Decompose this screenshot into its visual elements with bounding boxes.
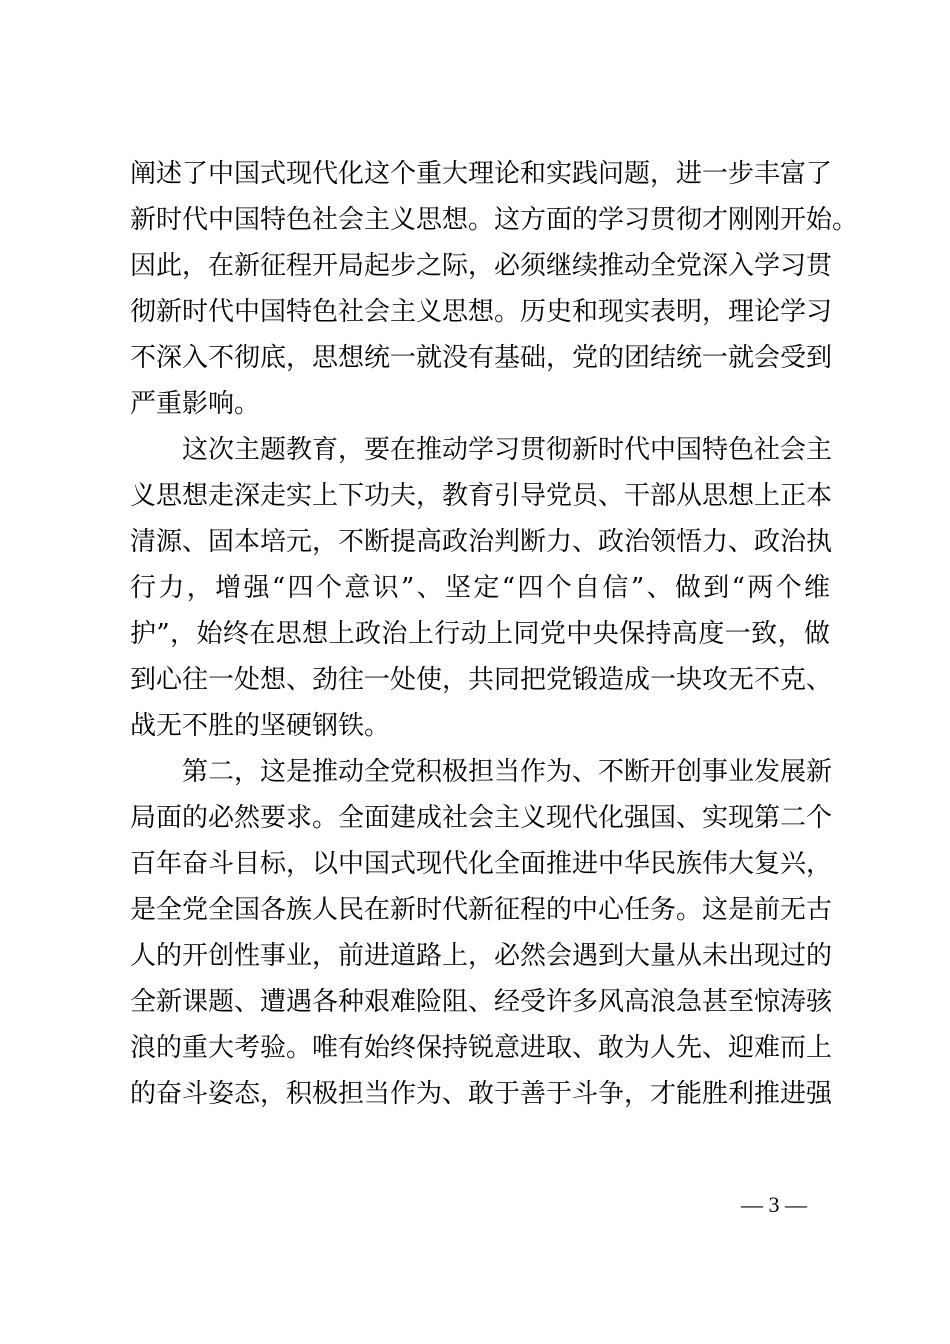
text-line: 行力，增强“四个意识”、坚定“四个自信”、做到“两个维 [130, 573, 830, 603]
text-line: 到心往一处想、劲往一处使，共同把党锻造成一块攻无不克、 [130, 665, 833, 695]
text-line: 彻新时代中国特色社会主义思想。历史和现实表明，理论学习 [130, 297, 833, 327]
text-line: 因此，在新征程开局起步之际，必须继续推动全党深入学习贯 [130, 251, 833, 281]
text-line: 第二，这是推动全党积极担当作为、不断开创事业发展新 [182, 757, 833, 787]
text-line: 不深入不彻底，思想统一就没有基础，党的团结统一就会受到 [130, 343, 833, 373]
text-line: 百年奋斗目标，以中国式现代化全面推进中华民族伟大复兴， [130, 849, 833, 879]
text-line: 的奋斗姿态，积极担当作为、敢于善于斗争，才能胜利推进强 [130, 1079, 833, 1109]
text-line: 义思想走深走实上下功夫，教育引导党员、干部从思想上正本 [130, 481, 833, 511]
text-line: 清源、固本培元，不断提高政治判断力、政治领悟力、政治执 [130, 527, 833, 557]
text-line: 浪的重大考验。唯有始终保持锐意进取、敢为人先、迎难而上 [130, 1033, 833, 1063]
text-line: 新时代中国特色社会主义思想。这方面的学习贯彻才刚刚开始。 [130, 205, 859, 235]
body-text [130, 151, 859, 1117]
text-line: 人的开创性事业，前进道路上，必然会遇到大量从未出现过的 [130, 941, 833, 971]
text-line: 全新课题、遭遇各种艰难险阻、经受许多风高浪急甚至惊涛骇 [130, 987, 833, 1017]
text-line: 这次主题教育，要在推动学习贯彻新时代中国特色社会主 [182, 435, 833, 465]
text-line: 战无不胜的坚硬钢铁。 [130, 711, 391, 741]
text-line: 护”，始终在思想上政治上行动上同党中央保持高度一致，做 [130, 619, 830, 649]
text-line: 局面的必然要求。全面建成社会主义现代化强国、实现第二个 [130, 803, 833, 833]
text-line: 阐述了中国式现代化这个重大理论和实践问题，进一步丰富了 [130, 159, 833, 189]
text-line: 严重影响。 [130, 389, 261, 419]
page-number: — 3 — [741, 1192, 807, 1217]
text-line: 是全党全国各族人民在新时代新征程的中心任务。这是前无古 [130, 895, 833, 925]
